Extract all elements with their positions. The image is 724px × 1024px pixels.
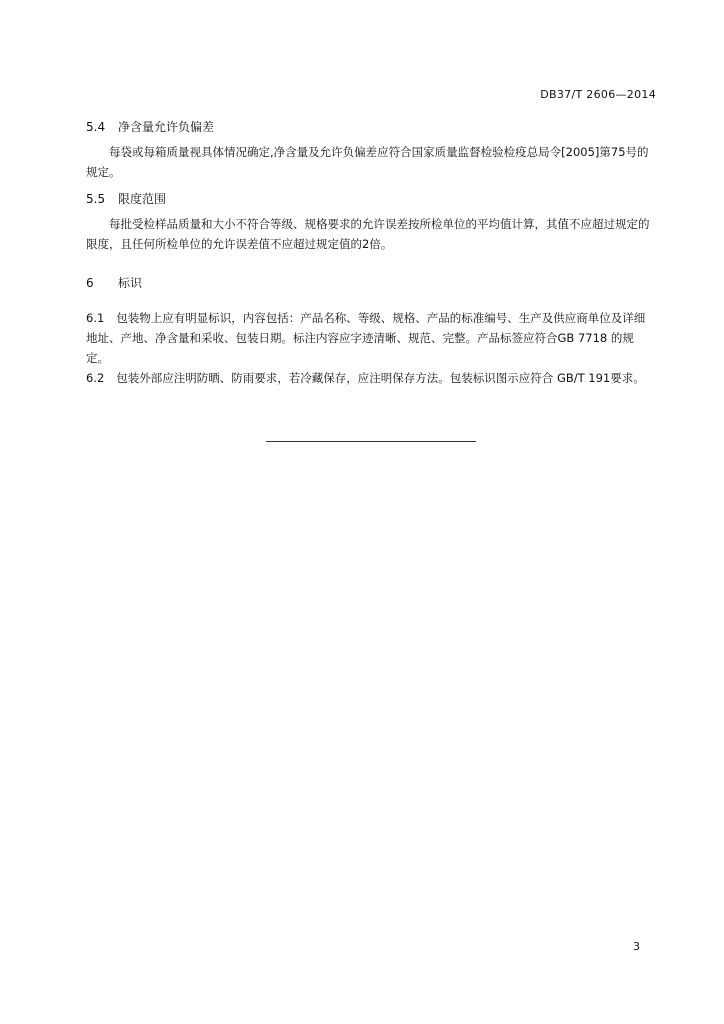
section-number: 6 [86, 276, 94, 290]
section-paragraph-5-4: 每袋或每箱质量视具体情况确定,净含量及允许负偏差应符合国家质量监督检验检疫总局令[2005]第75号的规定。 [86, 145, 649, 179]
clause-6-2 [86, 368, 656, 388]
clause-text: 包装外部应注明防晒、防雨要求，若冷藏保存，应注明保存方法。包装标识图示应符合 GB/T 191要求。 [116, 371, 645, 385]
section-number: 5.4 [86, 120, 106, 134]
section-heading-6 [86, 274, 656, 292]
clause-number: 6.2 [86, 371, 105, 385]
end-of-document-rule [266, 441, 476, 442]
section-title: 标识 [118, 276, 143, 290]
section-title: 净含量允许负偏差 [118, 120, 215, 134]
document-body [86, 118, 656, 388]
page-number: 3 [633, 940, 640, 953]
section-heading-5-4 [86, 118, 656, 136]
section-title: 限度范围 [118, 192, 167, 206]
section-number: 5.5 [86, 192, 106, 206]
section-paragraph-5-5: 每批受检样品质量和大小不符合等级、规格要求的允许误差按所检单位的平均值计算，其值不应超过规定的限度，且任何所检单位的允许误差值不应超过规定值的2倍。 [86, 217, 650, 251]
section-heading-5-5 [86, 190, 656, 208]
clause-number: 6.1 [86, 311, 105, 325]
document-code-header: DB37/T 2606—2014 [540, 88, 656, 101]
clause-6-1 [86, 308, 656, 368]
clause-text: 包装物上应有明显标识，内容包括：产品名称、等级、规格、产品的标准编号、生产及供应商单位及详细地址、产地、净含量和采收、包装日期。标注内容应字迹清晰、规范、完整。产品标签应符合GB 7718 的规定。 [86, 311, 646, 365]
